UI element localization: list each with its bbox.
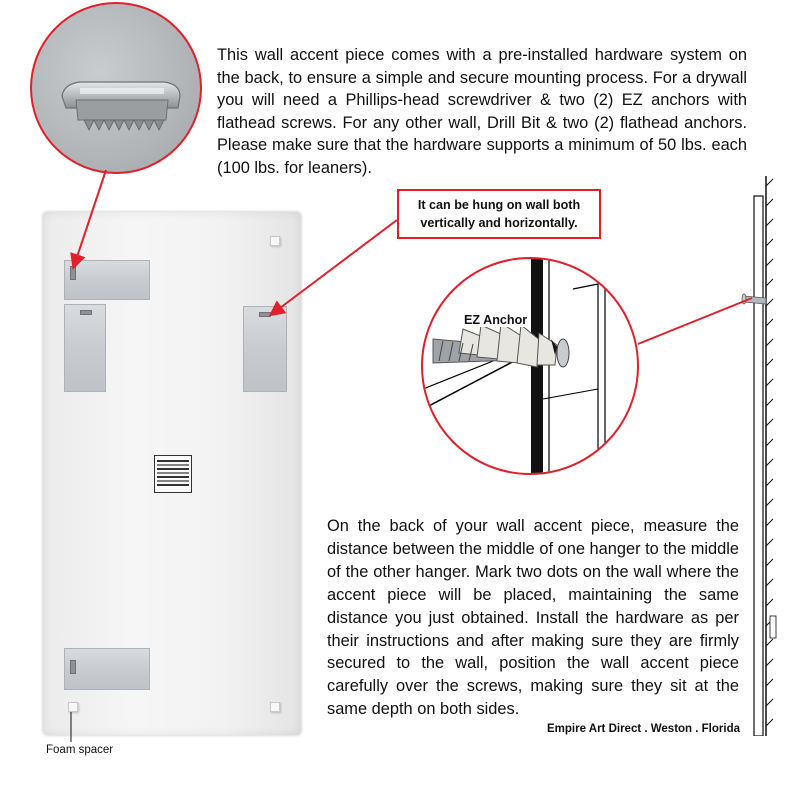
callout-line-2: vertically and horizontally. bbox=[420, 216, 578, 230]
anchor-pointer-line bbox=[638, 298, 752, 344]
hanger-pointer-arrow bbox=[74, 170, 106, 266]
callout-pointer-arrow bbox=[272, 220, 397, 314]
company-footer: Empire Art Direct . Weston . Florida bbox=[547, 723, 740, 735]
mounting-instructions: On the back of your wall accent piece, measure the distance between the middle of one hanger to the middle of the other hanger. Mark two dots on the wall where the accent piece will be placed, maintaining the same distance you just obtained. Install the hardware as per their instructions and after making sure they are firmly secured to the wall, position the wall accent piece carefully over the screws, making sure they sit at the same depth on both sides. bbox=[327, 517, 739, 719]
foam-spacer-label: Foam spacer bbox=[46, 744, 114, 756]
intro-paragraph: This wall accent piece comes with a pre-installed hardware system on the back, to ensure a simple and secure mounting process. For a drywall you will need a Phillips-head screwdriver & two (2) EZ anchors with flathead screws. For any other wall, Drill Bit & two (2) flathead anchors. Please make sure that the hardware supports a minimum of 50 lbs. each (100 lbs. for leaners). bbox=[217, 46, 747, 177]
ez-anchor-label: EZ Anchor bbox=[464, 313, 528, 327]
callout-line-1: It can be hung on wall both bbox=[417, 198, 581, 212]
